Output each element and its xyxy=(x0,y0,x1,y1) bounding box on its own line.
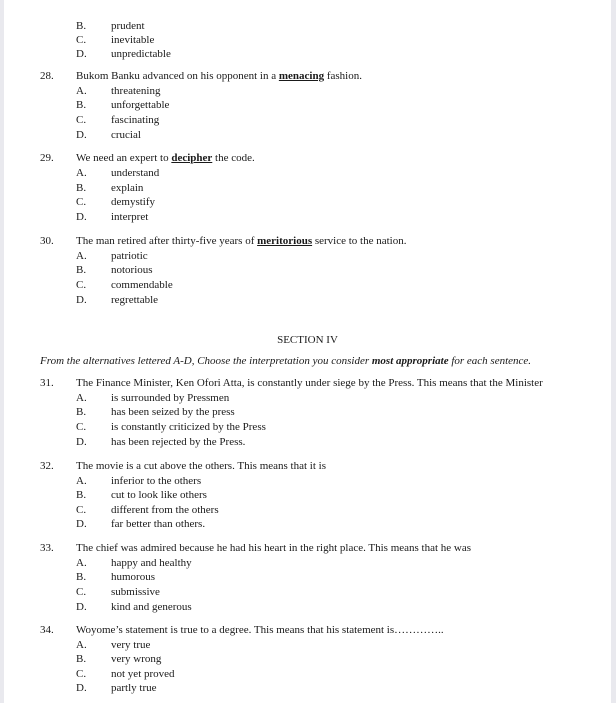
option-text: far better than others. xyxy=(111,518,206,530)
option-letter: D. xyxy=(76,518,87,530)
option-letter: D. xyxy=(76,129,87,141)
option-text: threatening xyxy=(111,85,161,97)
question-number: 28. xyxy=(40,70,54,82)
question-text-before: Bukom Banku advanced on his opponent in a xyxy=(76,70,279,82)
instruction-text-after: for each sentence. xyxy=(448,355,532,367)
option-text: very true xyxy=(111,639,151,651)
question-number: 31. xyxy=(40,377,54,389)
option-letter: B. xyxy=(76,264,87,276)
option-text: is constantly criticized by the Press xyxy=(111,421,266,433)
option-letter: B. xyxy=(76,571,87,583)
option-text: interpret xyxy=(111,211,149,223)
option-letter: C. xyxy=(76,504,87,516)
option-text: notorious xyxy=(111,264,153,276)
option-text: very wrong xyxy=(111,653,162,665)
option-text: different from the others xyxy=(111,504,219,516)
option-text: not yet proved xyxy=(111,668,175,680)
option-letter: B. xyxy=(76,406,87,418)
question-text-after: the code. xyxy=(212,152,255,164)
option-letter: C. xyxy=(76,586,87,598)
question-text xyxy=(76,151,255,165)
option-letter: B. xyxy=(76,653,87,665)
question-number: 32. xyxy=(40,460,54,472)
question-text: The movie is a cut above the others. This means that it is xyxy=(76,460,326,472)
option-letter: C. xyxy=(76,196,87,208)
option-letter: B. xyxy=(76,99,87,111)
option-letter: A. xyxy=(76,392,87,404)
option-text: submissive xyxy=(111,586,160,598)
option-letter: D. xyxy=(76,211,87,223)
option-text: commendable xyxy=(111,279,173,291)
option-letter: C. xyxy=(76,114,87,126)
option-text: kind and generous xyxy=(111,601,192,613)
option-letter: D. xyxy=(76,682,87,694)
option-letter: D. xyxy=(76,294,87,306)
document-page xyxy=(4,0,611,703)
option-text: prudent xyxy=(111,20,145,32)
option-text: partly true xyxy=(111,682,157,694)
option-text: has been rejected by the Press. xyxy=(111,436,246,448)
instruction-emphasis: most appropriate xyxy=(371,355,449,367)
option-text: happy and healthy xyxy=(111,557,192,569)
question-text-after: fashion. xyxy=(324,70,362,82)
question-text: Woyome’s statement is true to a degree. This means that his statement is………….. xyxy=(76,624,444,636)
question-text: The Finance Minister, Ken Ofori Atta, is constantly under siege by the Press. This means that the Minister xyxy=(76,377,543,389)
option-text: regrettable xyxy=(111,294,159,306)
option-text: unpredictable xyxy=(111,48,171,60)
option-text: humorous xyxy=(111,571,155,583)
question-keyword: meritorious xyxy=(257,235,313,247)
option-text: is surrounded by Pressmen xyxy=(111,392,230,404)
question-number: 30. xyxy=(40,235,54,247)
option-letter: C. xyxy=(76,34,87,46)
option-letter: C. xyxy=(76,668,87,680)
option-letter: B. xyxy=(76,182,87,194)
question-number: 29. xyxy=(40,152,54,164)
question-text: The chief was admired because he had his heart in the right place. This means that he was xyxy=(76,542,472,554)
question-keyword: menacing xyxy=(278,70,325,82)
question-text-after: service to the nation. xyxy=(312,235,407,247)
option-letter: A. xyxy=(76,557,87,569)
option-text: demystify xyxy=(111,196,155,208)
option-text: cut to look like others xyxy=(111,489,207,501)
option-text: has been seized by the press xyxy=(111,406,235,418)
option-text: understand xyxy=(111,167,160,179)
option-letter: D. xyxy=(76,48,87,60)
option-text: inferior to the others xyxy=(111,475,202,487)
option-letter: B. xyxy=(76,20,87,32)
option-letter: D. xyxy=(76,601,87,613)
question-text-before: We need an expert to xyxy=(76,152,172,164)
question-text xyxy=(76,234,406,248)
question-number: 33. xyxy=(40,542,54,554)
option-letter: C. xyxy=(76,279,87,291)
instruction-text-before: From the alternatives lettered A-D, Choose the interpretation you consider xyxy=(40,355,372,367)
option-text: inevitable xyxy=(111,34,155,46)
option-letter: C. xyxy=(76,421,87,433)
option-letter: A. xyxy=(76,250,87,262)
option-letter: A. xyxy=(76,639,87,651)
option-text: crucial xyxy=(111,129,141,141)
question-number: 34. xyxy=(40,624,54,636)
option-text: fascinating xyxy=(111,114,160,126)
option-letter: A. xyxy=(76,475,87,487)
option-letter: D. xyxy=(76,436,87,448)
option-letter: A. xyxy=(76,85,87,97)
section-title: SECTION IV xyxy=(277,334,338,346)
question-text-before: The man retired after thirty-five years of xyxy=(76,235,258,247)
option-text: explain xyxy=(111,182,144,194)
option-letter: A. xyxy=(76,167,87,179)
section-instruction xyxy=(40,354,531,368)
option-text: unforgettable xyxy=(111,99,170,111)
question-text xyxy=(76,69,362,83)
option-text: patriotic xyxy=(111,250,148,262)
question-keyword: decipher xyxy=(171,152,213,164)
option-letter: B. xyxy=(76,489,87,501)
